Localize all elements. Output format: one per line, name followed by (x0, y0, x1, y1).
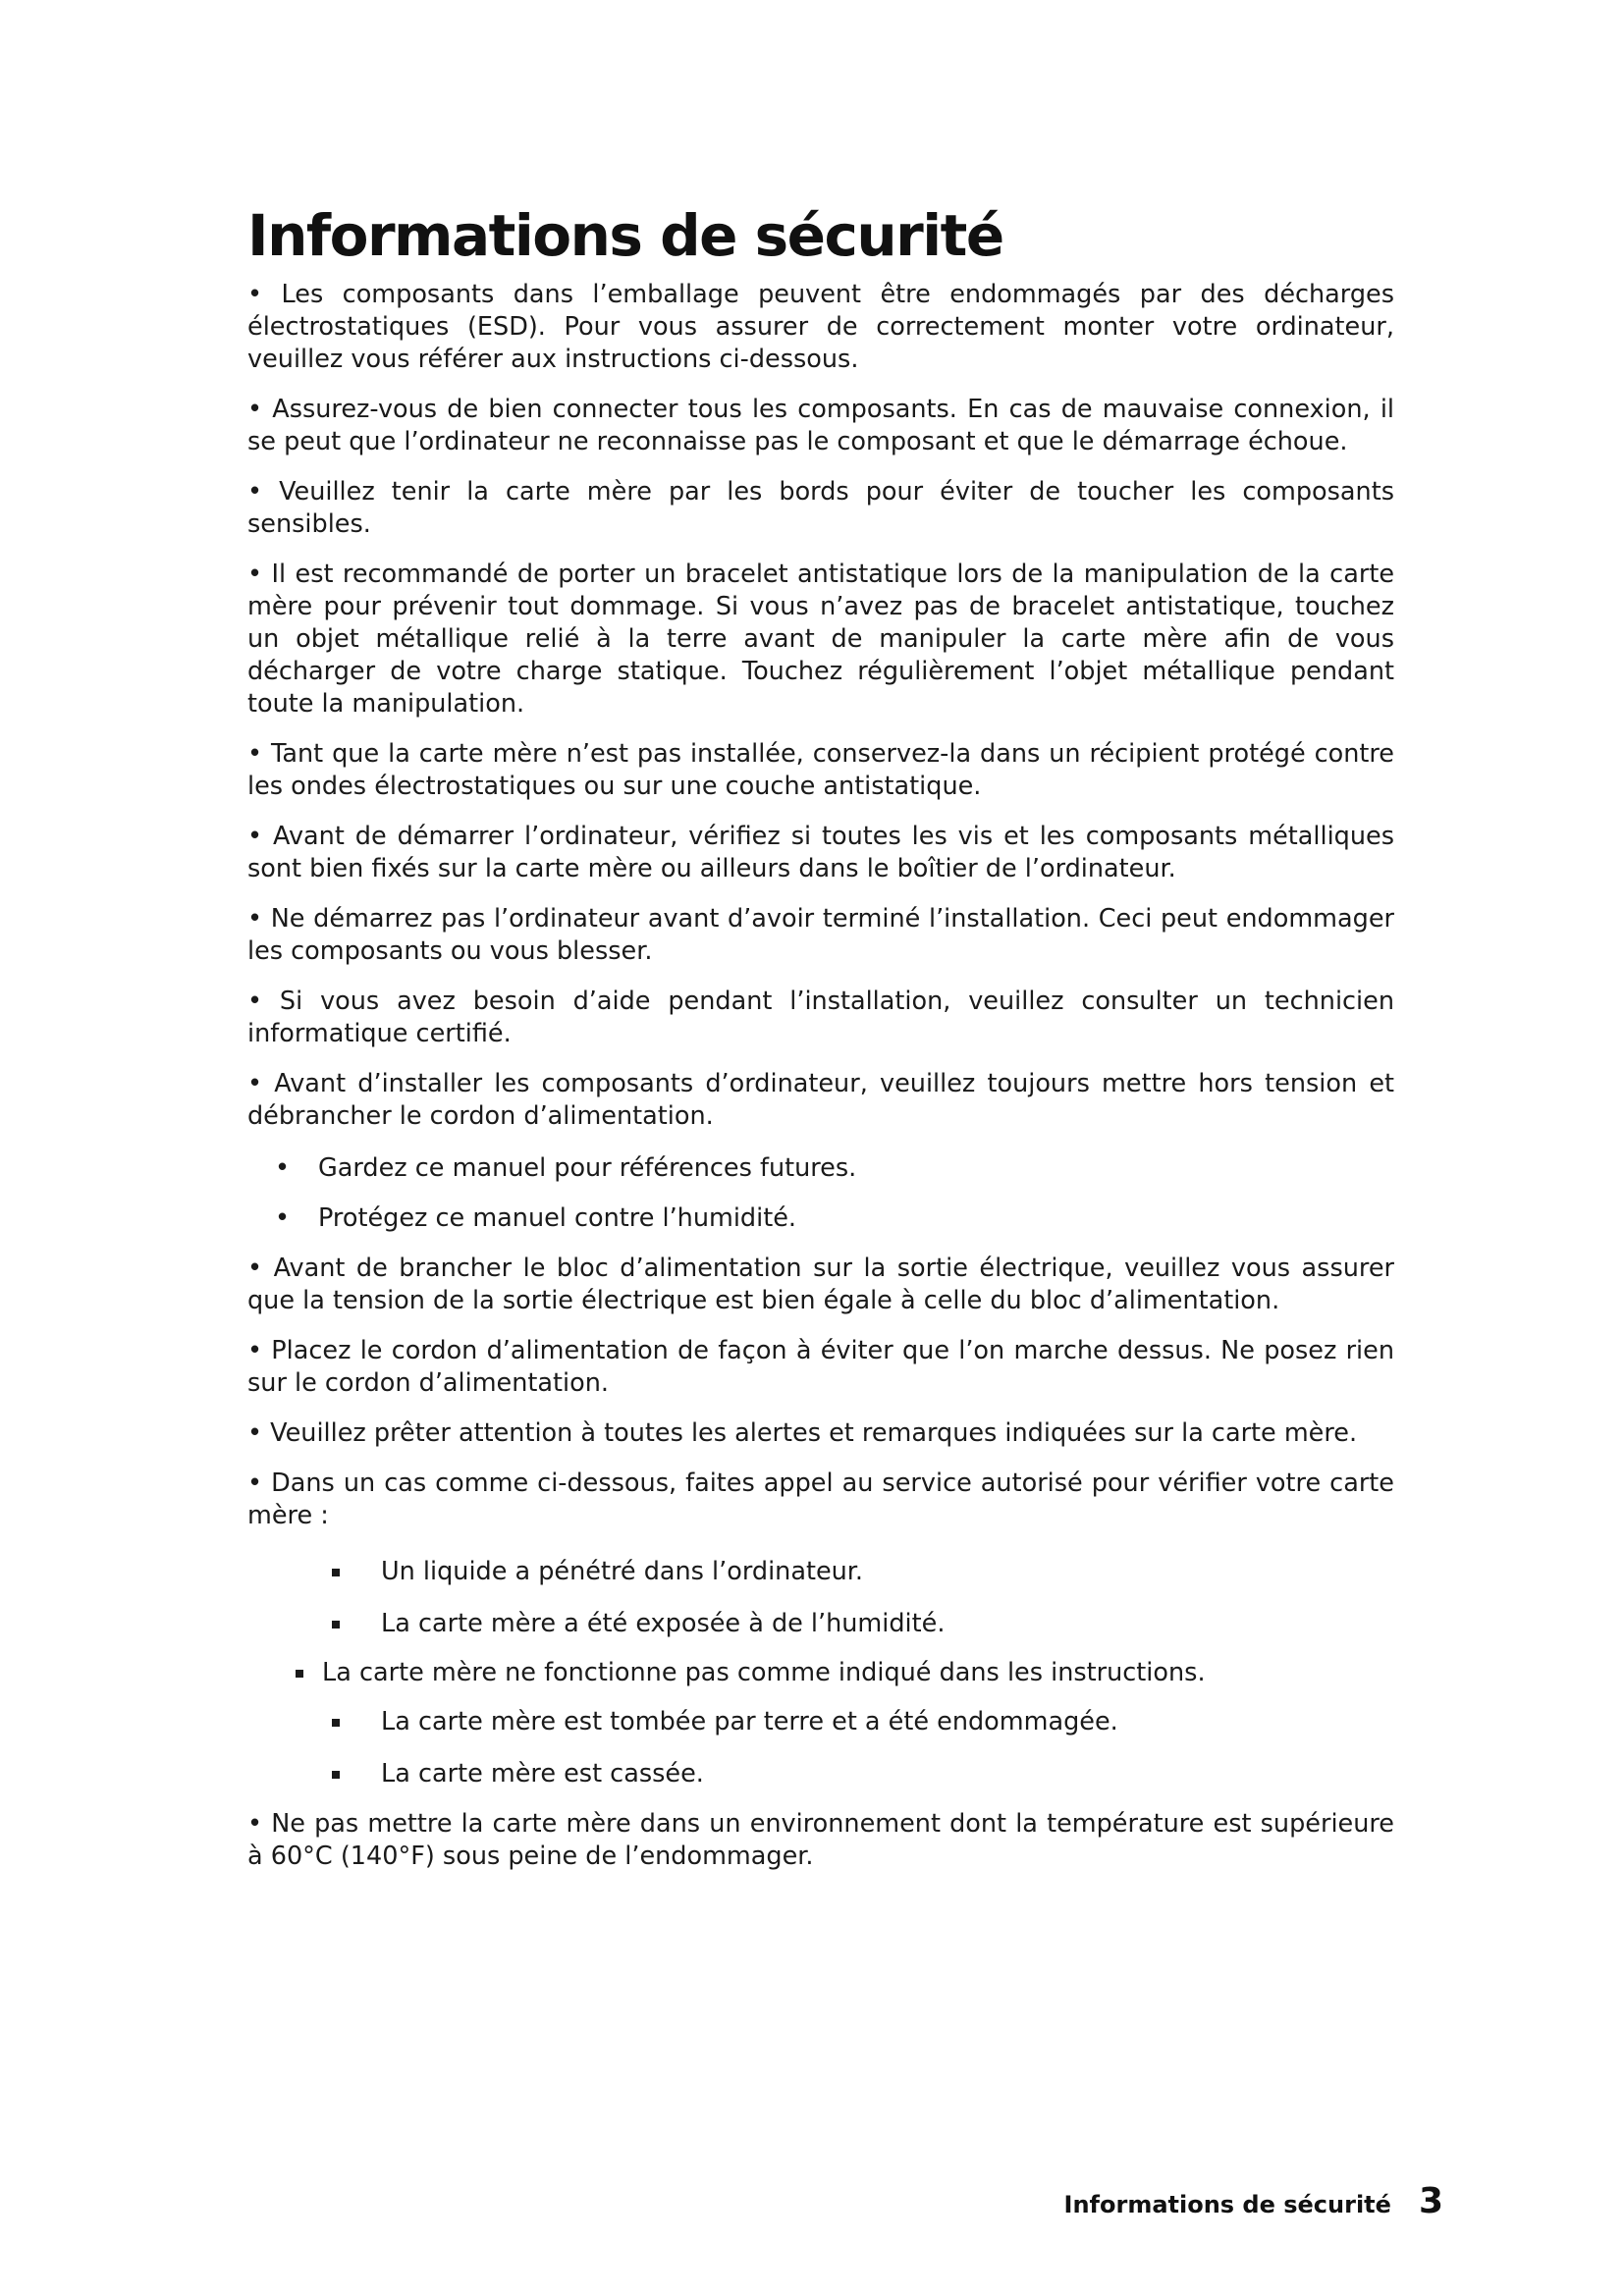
safety-paragraph: • Avant de démarrer l’ordinateur, vérifiez si toutes les vis et les composants métalliques sont bien fixés sur la carte mère ou ailleurs dans le boîtier de l’ordinateur. (247, 822, 1394, 883)
bullet: • (247, 1336, 263, 1365)
safety-paragraph: • Ne démarrez pas l’ordinateur avant d’avoir terminé l’installation. Ceci peut endommager les composants ou vous blesser. (247, 904, 1394, 966)
safety-paragraph: • Si vous avez besoin d’aide pendant l’installation, veuillez consulter un technicien informatique certifié. (247, 987, 1394, 1048)
page-footer (1064, 2181, 1443, 2221)
bullet: • (247, 1254, 263, 1283)
safety-paragraph: • Veuillez prêter attention à toutes les alertes et remarques indiquées sur la carte mère. (247, 1418, 1358, 1448)
bullet: • (247, 477, 263, 507)
bullet: • (247, 395, 263, 424)
bullet: • (247, 560, 263, 589)
page-number: 3 (1418, 2181, 1443, 2221)
bullet: • (247, 1418, 263, 1448)
bullet: • (247, 1069, 263, 1098)
bullet: • (247, 987, 263, 1016)
bullet: • (247, 280, 263, 309)
safety-instructions (247, 279, 1394, 1873)
square-bullet-icon (296, 1670, 303, 1678)
safety-paragraph: • Placez le cordon d’alimentation de façon à éviter que l’on marche dessus. Ne posez rien sur le cordon d’alimentation. (247, 1336, 1394, 1398)
safety-paragraph: • Les composants dans l’emballage peuvent être endommagés par des décharges électrostatiques (ESD). Pour vous assurer de correctement monter votre ordinateur, veuillez vous référer aux instructions ci-dessous. (247, 280, 1395, 374)
service-case-item: La carte mère est cassée. (247, 1758, 1394, 1790)
service-case-item: La carte mère ne fonctionne pas comme indiqué dans les instructions. (247, 1657, 1394, 1689)
bullet: • (247, 822, 263, 851)
bullet: • (247, 1468, 263, 1498)
service-case-item: Un liquide a pénétré dans l’ordinateur. (247, 1556, 1394, 1588)
service-case-item: La carte mère est tombée par terre et a été endommagée. (247, 1706, 1394, 1738)
safety-paragraph: • Veuillez tenir la carte mère par les bords pour éviter de toucher les composants sensibles. (247, 477, 1394, 539)
square-bullet-icon (332, 1771, 340, 1779)
bullet: • (247, 1809, 263, 1839)
sub-bullet-item: • Protégez ce manuel contre l’humidité. (275, 1203, 796, 1233)
square-bullet-icon (332, 1719, 340, 1727)
bullet-dot-icon: • (275, 1203, 291, 1233)
safety-paragraph: • Ne pas mettre la carte mère dans un environnement dont la température est supérieure à 60°C (140°F) sous peine de l’endommager. (247, 1809, 1394, 1871)
square-bullet-icon (332, 1569, 340, 1576)
sub-bullet-item: • Gardez ce manuel pour références futures. (275, 1153, 857, 1183)
safety-paragraph: • Tant que la carte mère n’est pas installée, conservez-la dans un récipient protégé contre les ondes électrostatiques ou sur une couche antistatique. (247, 739, 1394, 801)
footer-section-label: Informations de sécurité (1063, 2191, 1391, 2218)
safety-paragraph: • Avant d’installer les composants d’ordinateur, veuillez toujours mettre hors tension et débrancher le cordon d’alimentation. (247, 1069, 1395, 1131)
bullet-dot-icon: • (275, 1153, 291, 1183)
safety-paragraph: • Il est recommandé de porter un bracelet antistatique lors de la manipulation de la carte mère pour prévenir tout dommage. Si vous n’avez pas de bracelet antistatique, touchez un objet métallique relié à la terre avant de manipuler la carte mère afin de vous décharger de votre charge statique. Touchez régulièrement l’objet métallique pendant toute la manipulation. (247, 560, 1395, 719)
safety-paragraph: • Dans un cas comme ci-dessous, faites appel au service autorisé pour vérifier votre carte mère : (247, 1468, 1394, 1530)
bullet: • (247, 904, 263, 934)
safety-paragraph: • Assurez-vous de bien connecter tous les composants. En cas de mauvaise connexion, il se peut que l’ordinateur ne reconnaisse pas le composant et que le démarrage échoue. (247, 395, 1394, 456)
page-title: Informations de sécurité (247, 202, 1003, 269)
service-case-item: La carte mère a été exposée à de l’humidité. (247, 1608, 1394, 1640)
square-bullet-icon (332, 1621, 340, 1629)
safety-paragraph: • Avant de brancher le bloc d’alimentation sur la sortie électrique, veuillez vous assurer que la tension de la sortie électrique est bien égale à celle du bloc d’alimentation. (247, 1254, 1394, 1315)
bullet: • (247, 739, 263, 769)
